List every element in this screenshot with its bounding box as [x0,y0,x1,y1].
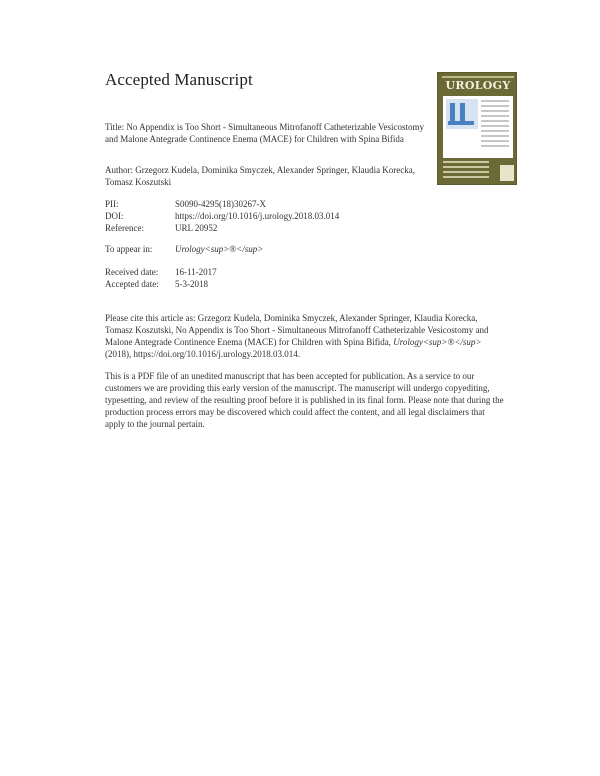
article-title: Title: No Appendix is Too Short - Simultaneous Mitrofanoff Catheterizable Vesicostomy and Malone Antegrade Continence Enema (MACE) for Children with Spina Bifida [105,122,425,144]
received-date-row [105,266,217,278]
reference-value: URL 20952 [175,223,218,233]
received-date-label: Received date: [105,267,159,277]
cover-text-lines [481,100,509,150]
publisher-logo-icon [500,165,514,181]
accepted-date-label: Accepted date: [105,279,159,289]
accepted-date-value: 5-3-2018 [175,279,208,289]
accepted-date-row [105,278,208,290]
cover-footer-lines [443,161,489,181]
pii-value: S0090-4295(18)30267-X [175,199,266,209]
appear-in-value: Urology<sup>®</sup> [175,244,264,254]
citation-prefix: Please cite this article as: Grzegorz Kudela, Dominika Smyczek, Alexander Springer, Klaudia Korecka, Tomasz Koszutski, No Appendix is Too Short - Simultaneous Mitrofanoff Catheterizable Vesicostomy and Malone Antegrade Continence Enema (MACE) for Children with Spina Bifida, [105,313,489,347]
cover-journal-title: UROLOGY [445,79,511,92]
article-authors: Author: Grzegorz Kudela, Dominika Smyczek, Alexander Springer, Klaudia Korecka, Tomasz Koszutski [105,165,416,187]
page-heading: Accepted Manuscript [105,70,253,89]
doi-row [105,210,339,222]
pii-row [105,198,266,210]
appear-in-row [105,243,263,255]
disclaimer-paragraph: This is a PDF file of an unedited manuscript that has been accepted for publication. As a service to our customers we are providing this early version of the manuscript. The manuscript will undergo copyediting, typesetting, and review of the resulting proof before it is published in its final form. Please note that during the production process errors may be discovered which could affect the content, and all legal disclaimers that apply to the journal pertain. [105,371,504,429]
doi-value[interactable]: https://doi.org/10.1016/j.urology.2018.03.014 [175,211,340,221]
reference-row [105,222,217,234]
pii-label: PII: [105,199,119,209]
reference-label: Reference: [105,223,144,233]
doi-label: DOI: [105,211,124,221]
appear-in-label: To appear in: [105,244,153,254]
cover-content-panel [443,96,513,158]
cover-top-rule [442,76,514,78]
journal-cover-image [437,72,517,185]
citation-paragraph [105,312,505,360]
cover-figure [446,99,478,129]
citation-suffix: (2018), https://doi.org/10.1016/j.urology.2018.03.014. [105,349,300,359]
received-date-value: 16-11-2017 [175,267,217,277]
citation-journal: Urology<sup>®</sup> [393,337,482,347]
